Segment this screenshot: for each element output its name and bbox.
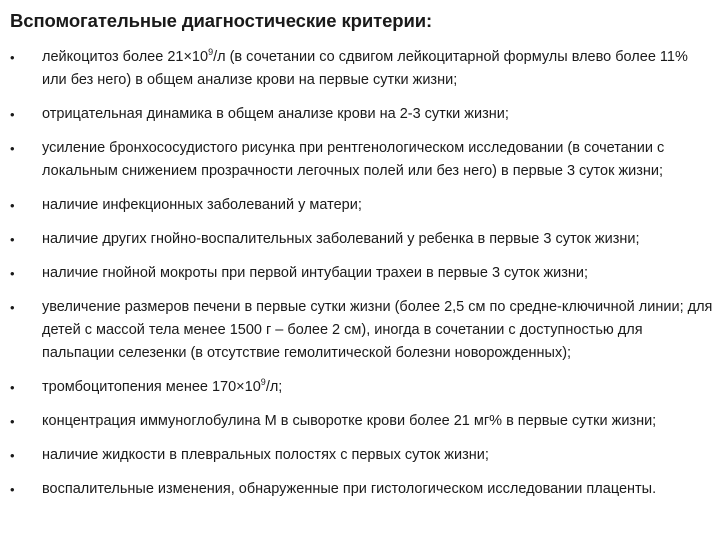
text-segment: лейкоцитоз более 21×10: [42, 49, 209, 65]
bullet-icon: •: [10, 380, 15, 395]
criteria-item: [10, 103, 714, 126]
criteria-item-text: [42, 379, 282, 395]
bullet-icon: •: [10, 198, 15, 213]
text-segment: усиление бронхососудистого рисунка при рентгенологическом исследовании (в сочетании с локальным снижением прозрачности легочных полей или без него) в первые 3 суток жизни;: [42, 140, 665, 179]
text-segment: наличие других гнойно-воспалительных заболеваний у ребенка в первые 3 суток жизни;: [42, 231, 640, 247]
text-segment: /л;: [265, 379, 283, 395]
criteria-item: [10, 228, 714, 251]
criteria-item-text: [42, 413, 656, 429]
text-segment: концентрация иммуноглобулина М в сыворотке крови более 21 мг% в первые сутки жизни;: [42, 413, 657, 429]
criteria-item: [10, 137, 714, 183]
criteria-item-text: [42, 49, 688, 88]
text-segment: наличие жидкости в плевральных полостях с первых суток жизни;: [42, 447, 489, 463]
text-segment: наличие гнойной мокроты при первой интубации трахеи в первые 3 суток жизни;: [42, 265, 589, 281]
bullet-icon: •: [10, 448, 15, 463]
bullet-icon: •: [10, 107, 15, 122]
text-segment: наличие инфекционных заболеваний у матери;: [42, 197, 362, 213]
criteria-item: [10, 478, 714, 501]
criteria-item: [10, 262, 714, 285]
text-segment: отрицательная динамика в общем анализе крови на 2-3 сутки жизни;: [42, 106, 509, 122]
criteria-item: [10, 444, 714, 467]
text-segment: увеличение размеров печени в первые сутки жизни (более 2,5 см по средне-ключичной линии; для детей с массой тела менее 1500 г – более 2 см), иногда в сочетании с доступностью для пальпации селезенки (в отсутствие гемолитической болезни новорожденных);: [42, 299, 713, 361]
criteria-item-text: [42, 447, 489, 463]
criteria-item-text: [42, 481, 656, 497]
superscript-exponent: 9: [260, 377, 266, 387]
bullet-icon: •: [10, 50, 15, 65]
bullet-icon: •: [10, 414, 15, 429]
criteria-item: [10, 194, 714, 217]
bullet-icon: •: [10, 232, 15, 247]
bullet-icon: •: [10, 266, 15, 281]
criteria-item: [10, 410, 714, 433]
criteria-item: [10, 296, 714, 365]
criteria-item: [10, 46, 714, 92]
superscript-exponent: 9: [208, 47, 214, 57]
criteria-item-text: [42, 106, 509, 122]
bullet-icon: •: [10, 141, 15, 156]
criteria-item-text: [42, 231, 640, 247]
bullet-icon: •: [10, 300, 15, 315]
criteria-list: [10, 46, 714, 501]
text-segment: /л (в сочетании со сдвигом лейкоцитарной формулы влево более 11% или без него) в общем анализе крови на первые сутки жизни;: [42, 49, 688, 88]
criteria-item-text: [42, 197, 362, 213]
criteria-item-text: [42, 140, 664, 179]
text-segment: воспалительные изменения, обнаруженные при гистологическом исследовании плаценты.: [42, 481, 657, 497]
text-segment: тромбоцитопения менее 170×10: [42, 379, 261, 395]
criteria-item-text: [42, 299, 712, 361]
bullet-icon: •: [10, 482, 15, 497]
criteria-item: [10, 376, 714, 399]
page-title: Вспомогательные диагностические критерии:: [10, 10, 433, 31]
criteria-item-text: [42, 265, 588, 281]
